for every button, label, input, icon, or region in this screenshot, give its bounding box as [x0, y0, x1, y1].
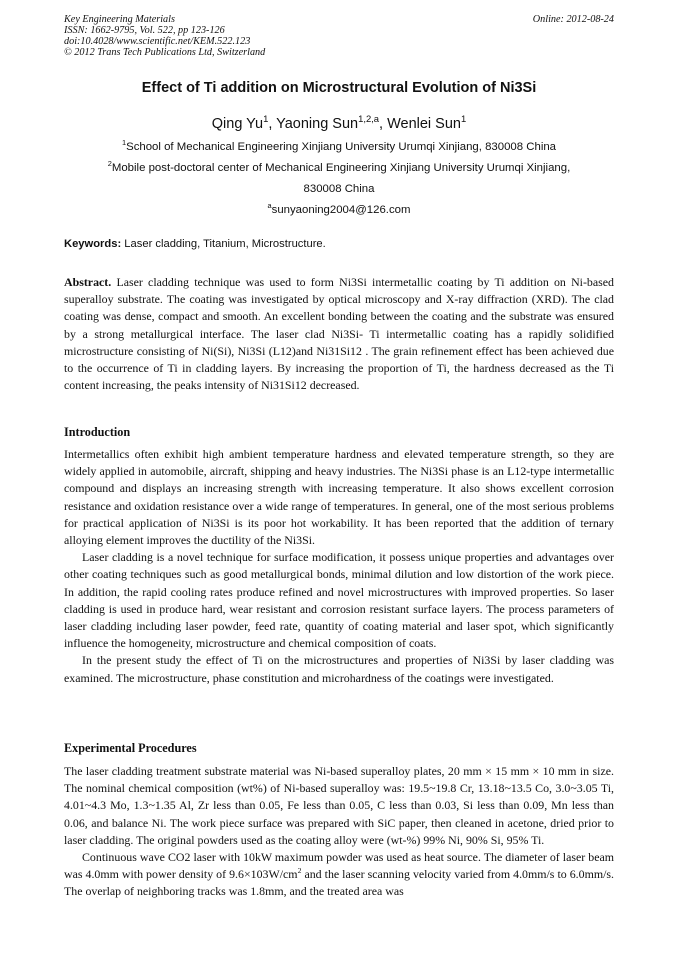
- abstract: [64, 274, 614, 394]
- affiliation-sup: 1: [121, 138, 127, 148]
- introduction-body: [64, 446, 614, 687]
- author-sup: 1,2,a: [358, 113, 380, 125]
- affiliation-text: Mobile post-doctoral center of Mechanical Engineering Xinjiang University Urumqi Xinjiang,: [111, 162, 571, 174]
- online-date: Online: 2012-08-24: [532, 14, 614, 25]
- abstract-label: Abstract.: [64, 275, 112, 289]
- email-text: sunyaoning2004@126.com: [271, 204, 411, 216]
- paragraph: [64, 849, 614, 901]
- abstract-text: Laser cladding technique was used to form Ni3Si intermetallic coating by Ti addition on Ni-based superalloy substrate. The coating was investigated by optical microscopy and X-ray diffraction (XRD). The clad coating was dense, compact and smooth. An excellent bonding between the coating and the substrate was ensured by a strong metallurgical interface. The laser clad Ni3Si- Ti intermetallic coating has a rapidly solidified microstructure consisting of Ni(Si), Ni3Si (L12)and Ni31Si12 . The grain refinement effect has been achieved due to the occurrence of Ti in cladding layers. By increasing the proportion of Ti, the hardness decreased as the Ti content increasing, the peaks intensity of Ni31Si12 decreased.: [64, 275, 614, 393]
- keywords-label: Keywords:: [64, 238, 122, 250]
- keywords: [64, 238, 326, 250]
- paragraph-text: and the laser scanning velocity varied from 4.0mm/s to 6.0mm/s. The overlap of neighboring tracks was 1.8mm, and the treated area was: [64, 867, 614, 899]
- author-list: [0, 113, 678, 132]
- author-separator: ,: [268, 116, 277, 132]
- paragraph: In the present study the effect of Ti on the microstructures and properties of Ni3Si by laser cladding was examined. The microstructure, phase constitution and microhardness of the coatings were investigated.: [64, 653, 614, 685]
- email-sup: a: [267, 201, 272, 211]
- paragraph: Laser cladding is a novel technique for surface modification, it possess unique properties and advantages over other coating techniques such as good metallurgical bonds, minimal dilution and low distortion of the work piece. In addition, the rapid cooling rates produce refined and novel microstructures with improved properties. So laser cladding is used in produce hard, wear resistant and corrosion resistant surface layers. The process parameters of laser cladding including laser powder, feed rate, quantity of coating material and laser spot, which significantly influence the homogeneity, microstructure and chemical composition of coats.: [64, 550, 614, 651]
- paragraph: The laser cladding treatment substrate material was Ni-based superalloy plates, 20 mm × 15 mm × 10 mm in size. The nominal chemical composition (wt%) of Ni-based superalloy was: 19.5~19.8 Cr, 13.18~13.5 Co, 3.0~3.05 Ti, 4.01~4.3 Mo, 1.3~1.35 Al, Zr less than 0.05, Fe less than 0.05, C less than 0.03, Si less than 0.09, Mn less than 0.06, and balance Ni. The work piece surface was prepared with SiC paper, then cleaned in acetone, dried prior to laser cladding. The original powders used as the coating alloy were (wt-%) 99% Ni, 90% Si, 95% Ti.: [64, 764, 614, 847]
- affiliation-2-cont: 830008 China: [303, 183, 375, 195]
- author-separator: ,: [379, 116, 388, 132]
- author-sup: 1: [460, 113, 467, 125]
- experimental-body: [64, 763, 614, 901]
- author-sup: 1: [263, 113, 269, 125]
- paragraph-text: Continuous wave CO2 laser with 10kW maximum powder was used as heat source. The diameter of laser beam was 4.0mm with power density of 9.6×103W/cm: [64, 850, 614, 882]
- paper-title: Effect of Ti addition on Microstructural Evolution of Ni3Si: [141, 80, 537, 96]
- affiliation-1: [0, 138, 678, 153]
- affiliation-sup: 2: [107, 159, 112, 169]
- section-heading-introduction: Introduction: [64, 425, 131, 439]
- unit-sup: 2: [297, 866, 302, 876]
- affiliation-text: School of Mechanical Engineering Xinjiang University Urumqi Xinjiang, 830008 China: [126, 141, 557, 153]
- corresponding-email: [0, 201, 678, 216]
- copyright-line: © 2012 Trans Tech Publications Ltd, Switzerland: [64, 47, 266, 58]
- section-heading-experimental: Experimental Procedures: [64, 741, 197, 755]
- affiliation-2: [0, 159, 678, 174]
- paragraph: Intermetallics often exhibit high ambient temperature hardness and elevated temperature strength, so they are widely applied in automobile, aircraft, shipping and heavy industries. The Ni3Si phase is an L12-type intermetallic compound and displays an increasing strength with increasing temperature. It also shows excellent corrosion resistance and oxidation resistance over a wide range of temperatures. In general, one of the most serious problems for practical application of Ni3Si is its poor hot workability. It has been reported that the addition of ternary alloying element improves the ductility of the Ni3Si.: [64, 447, 614, 548]
- journal-header: [64, 14, 265, 58]
- doi-line: doi:10.4028/www.scientific.net/KEM.522.123: [64, 36, 251, 47]
- journal-name: Key Engineering Materials: [64, 14, 175, 25]
- author-name: Yaoning Sun: [276, 116, 359, 132]
- keywords-text: Laser cladding, Titanium, Microstructure.: [121, 238, 326, 250]
- author-name: Qing Yu: [211, 116, 264, 132]
- author-name: Wenlei Sun: [387, 116, 461, 132]
- issn-line: ISSN: 1662-9795, Vol. 522, pp 123-126: [64, 25, 225, 36]
